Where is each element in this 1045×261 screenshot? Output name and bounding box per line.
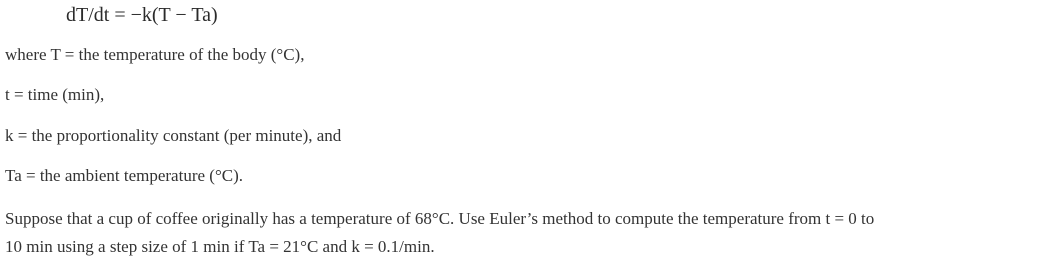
definition-temperature: where T = the temperature of the body (°C), (5, 45, 305, 64)
problem-line-1: Suppose that a cup of coffee originally has a temperature of 68°C. Use Euler’s method to compute the temperature from t = 0 to (5, 209, 875, 228)
definition-constant: k = the proportionality constant (per minute), and (5, 126, 342, 145)
definition-time: t = time (min), (5, 85, 105, 104)
problem-statement (5, 205, 1040, 261)
problem-line-2: 10 min using a step size of 1 min if Ta = 21°C and k = 0.1/min. (5, 237, 435, 256)
definition-ambient-temperature: Ta = the ambient temperature (°C). (5, 166, 243, 185)
newton-cooling-equation: dT/dt = −k(T − Ta) (66, 4, 218, 26)
